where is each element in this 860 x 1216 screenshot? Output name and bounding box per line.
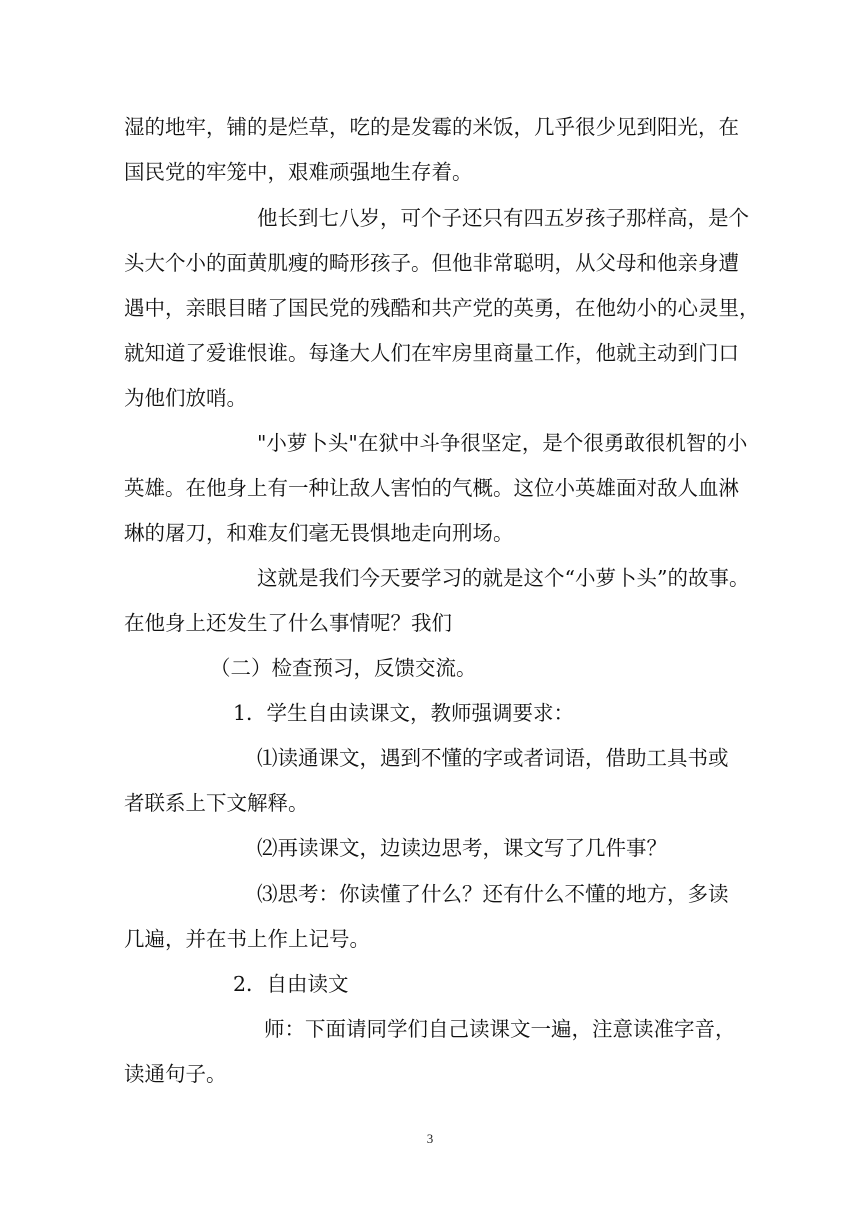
text-line: "小萝卜头"在狱中斗争很坚定，是个很勇敢很机智的小 (257, 431, 748, 455)
text-line: 这就是我们今天要学习的就是这个“小萝卜头”的故事。 (257, 566, 750, 590)
page-number: 3 (426, 1131, 434, 1146)
text-line: 湿的地牢，铺的是烂草，吃的是发霉的米饭，几乎很少见到阳光，在 (124, 115, 739, 139)
text-line: 他长到七八岁，可个子还只有四五岁孩子那样高，是个 (257, 206, 749, 230)
text-line: 者联系上下文解释。 (124, 791, 309, 815)
list-item: 1．学生自由读课文，教师强调要求： (233, 701, 575, 725)
text-line: 就知道了爱谁恨谁。每逢大人们在牢房里商量工作，他就主动到门口 (124, 341, 739, 365)
list-item: ⑵再读课文，边读边思考，课文写了几件事？ (257, 836, 667, 860)
text-line: 几遍，并在书上作上记号。 (124, 927, 370, 951)
text-line: 琳的屠刀，和难友们毫无畏惧地走向刑场。 (124, 521, 514, 545)
text-line: 为他们放哨。 (124, 386, 247, 410)
text-line: 英雄。在他身上有一种让敌人害怕的气概。这位小英雄面对敌人血淋 (124, 476, 739, 500)
text-line: 师：下面请同学们自己读课文一遍，注意读准字音， (264, 1017, 736, 1041)
text-line: 遇中，亲眼目睹了国民党的残酷和共产党的英勇，在他幼小的心灵里， (124, 296, 760, 320)
list-item: ⑶思考：你读懂了什么？还有什么不懂的地方，多读 (257, 882, 729, 906)
text-line: 读通句子。 (124, 1062, 227, 1086)
section-heading: （二）检查预习，反馈交流。 (210, 656, 477, 680)
list-item: ⑴读通课文，遇到不懂的字或者词语，借助工具书或 (257, 746, 729, 770)
list-item: 2．自由读文 (233, 972, 349, 996)
text-line: 国民党的牢笼中，艰难顽强地生存着。 (124, 160, 473, 184)
text-line: 在他身上还发生了什么事情呢？我们 (124, 611, 452, 635)
text-line: 头大个小的面黄肌瘦的畸形孩子。但他非常聪明，从父母和他亲身遭 (124, 251, 739, 275)
